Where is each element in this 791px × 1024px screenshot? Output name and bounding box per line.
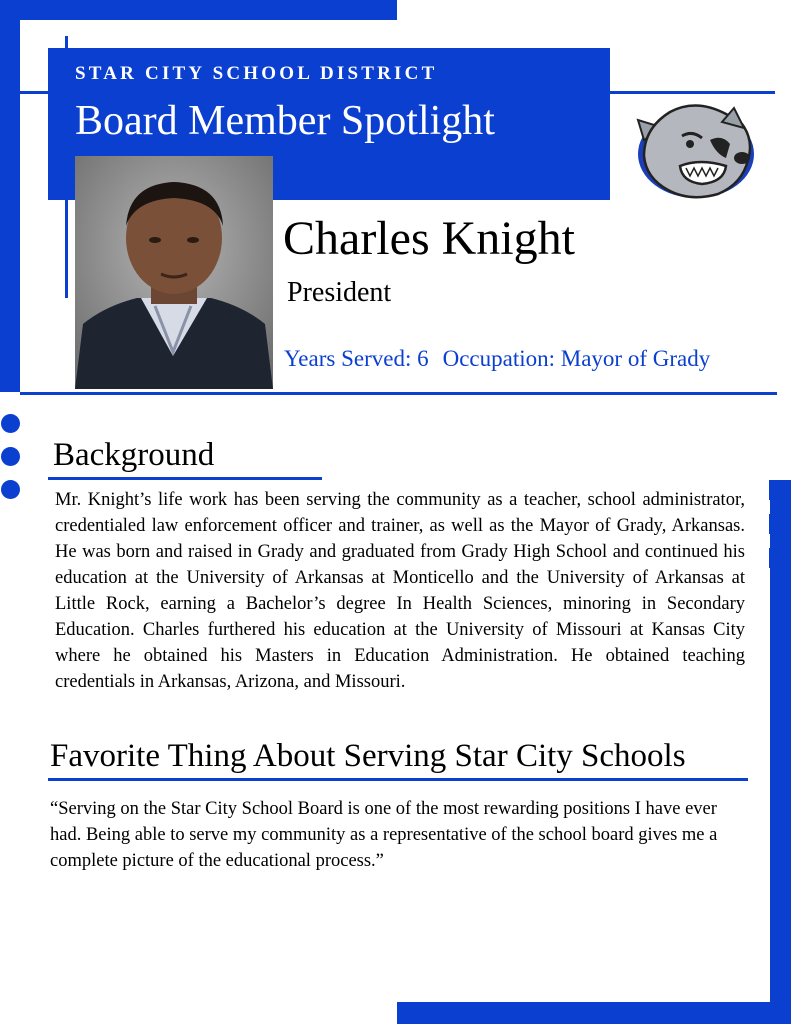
top-left-bar bbox=[0, 0, 397, 20]
decor-dot bbox=[1, 447, 20, 466]
background-heading: Background bbox=[53, 437, 215, 473]
bottom-right-bar bbox=[397, 1002, 791, 1024]
decor-dot bbox=[1, 414, 20, 433]
decor-square bbox=[769, 514, 791, 534]
decor-dot bbox=[1, 480, 20, 499]
member-photo bbox=[75, 156, 273, 389]
bulldog-mascot-icon bbox=[630, 100, 762, 205]
favorite-quote: “Serving on the Star City School Board is one of the most rewarding positions I have ever had. Being able to serve my community as a representative of the school board gives me a complete picture of the educational process.” bbox=[50, 799, 718, 871]
decor-square bbox=[769, 548, 791, 568]
favorite-underline bbox=[48, 778, 748, 781]
member-name: Charles Knight bbox=[283, 212, 575, 265]
member-role: President bbox=[287, 277, 392, 308]
occupation: Occupation: Mayor of Grady bbox=[442, 346, 711, 371]
favorite-heading: Favorite Thing About Serving Star City Schools bbox=[50, 738, 686, 774]
left-side-bar bbox=[0, 0, 20, 392]
background-text: Mr. Knight’s life work has been serving the community as a teacher, school administrator, credentialed law enforcement officer and trainer, as well as the Mayor of Grady, Arkansas. He was born and raised in Grady and graduated from Grady High School and continued his education at the University of Arkansas at Monticello and the University of Arkansas at Little Rock, earning a Bachelor’s degree In Health Sciences, minoring in Secondary Education. Charles furthered his education at the University of Missouri at Kansas City where he obtained his Masters in Education Administration. He obtained teaching credentials in Arkansas, Arizona, and Missouri. bbox=[55, 490, 745, 692]
background-underline bbox=[48, 477, 322, 480]
page-title: Board Member Spotlight bbox=[75, 98, 495, 144]
member-meta bbox=[284, 346, 710, 372]
decor-square bbox=[769, 480, 791, 500]
profile-bottom-line bbox=[20, 392, 777, 395]
years-served: Years Served: 6 bbox=[284, 346, 429, 371]
district-name: STAR CITY SCHOOL DISTRICT bbox=[75, 63, 438, 84]
